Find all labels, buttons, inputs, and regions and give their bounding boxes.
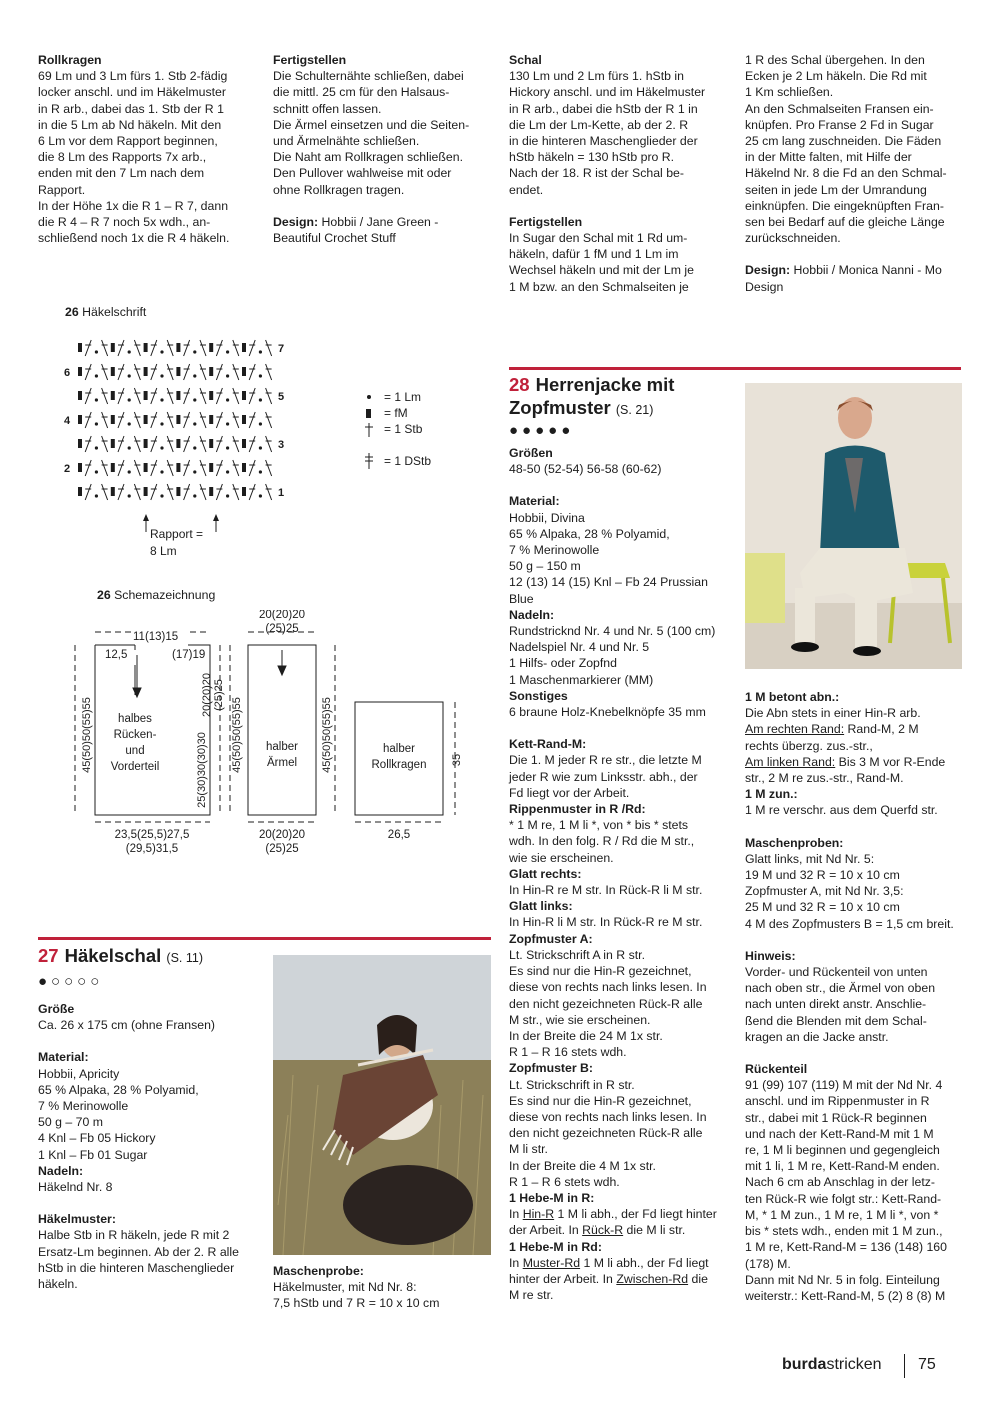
chart-stb-symbol: [249, 436, 255, 452]
chart-stb-symbol: [184, 340, 190, 356]
dim-body-right-top: 20(20)20(25)25: [201, 672, 225, 718]
chart-stb-symbol: [167, 484, 173, 500]
chart-stb-symbol: [167, 412, 173, 428]
chart-fm-symbol: [78, 463, 82, 472]
chart-stb-symbol: [102, 388, 108, 404]
chart-fm-symbol: [78, 487, 82, 496]
chart-lm-symbol: [193, 422, 196, 425]
chart-symbols: [78, 340, 272, 500]
chart-fm-symbol: [78, 415, 82, 424]
text-fertigstellen-2: In Sugar den Schal mit 1 Rd um- häkeln, dafür 1 fM und 1 Lm im Wechsel häkeln und mit der Lm je 1 M bzw. an den Schmalseiten je: [509, 231, 694, 294]
chart-lm-symbol: [193, 398, 196, 401]
chart-stb-symbol: [134, 388, 140, 404]
chart-fm-symbol: [144, 391, 148, 400]
chart-fm-symbol: [144, 439, 148, 448]
photo-scarf-illustration: [273, 955, 491, 1255]
chart-lm-symbol: [95, 398, 98, 401]
chart-fm-symbol: [242, 415, 246, 424]
chart-lm-symbol: [128, 470, 131, 473]
col1-top: [38, 52, 258, 246]
chart-lm-symbol: [259, 494, 262, 497]
legend-stb: = 1 Stb: [384, 422, 423, 436]
rapport-value: 8 Lm: [150, 544, 177, 558]
chart-stb-symbol: [216, 340, 222, 356]
dim-top-right: (17)19: [172, 649, 206, 661]
chart-stb-symbol: [151, 436, 157, 452]
chart-lm-symbol: [160, 494, 163, 497]
chart-lm-symbol: [226, 422, 229, 425]
chart-stb-symbol: [102, 340, 108, 356]
chart-stb-symbol: [102, 436, 108, 452]
section-28-col1: Größen 48-50 (52-54) 56-58 (60-62) Material: Hobbii, Divina 65 % Alpaka, 28 % Polyamid, 7 % Merinowolle 50 g – 150 m 12 (13) 14 (15) Knl – Fb 24 Prussian Blue Nadeln: Rundstricknd Nr. 4 und Nr. 5 (100 cm) Nadelspiel Nr. 4 und Nr. 5 1 Hilfs- oder Zopfnd 1 Maschenmarkierer (MM) Sonstiges 6 braune Holz-Knebelknöpfe 35 mm Kett-Rand-M: Die 1. M jeder R re str., die letzte M jeder R wie zum Linksstr. abh., der Fd liegt vor der Arbeit. Rippenmuster in R /Rd: * 1 M re, 1 M li *, von * bis * stets wdh. In den folg. R / Rd die M str., wie sie erscheinen. Glatt rechts: In Hin-R re M str. In Rück-R li M str. Glatt links: In Hin-R li M str. In Rück-R re M str. Zopfmuster A: Lt. Strickschrift A in R str. Es sind nur die Hin-R gezeichnet, diese von rechts nach links lesen. In den nicht gezeichneten Rück-R alle M str., wie sie erscheinen. In der Breite die 24 M 1x str. R 1 – R 16 stets wdh. Zopfmuster B: Lt. Strickschrift in R str. Es sind nur die Hin-R gezeichnet, diese von rechts nach links lesen. In den nicht gezeichneten Rück-R alle M li str. In der Breite die 4 M 1x str. R 1 – R 6 stets wdh. 1 Hebe-M in R: In Hin-R 1 M li abh., der Fd liegt hinter der Arbeit. In Rück-R die M li str. 1 Hebe-M in Rd: In Muster-Rd 1 M li abh., der Fd liegt hinter der Arbeit. In Zwischen-Rd die M re str.: [509, 446, 717, 1303]
heading-fertigstellen: Fertigstellen: [273, 53, 347, 67]
chart-stb-symbol: [102, 484, 108, 500]
chart-fm-symbol: [242, 367, 246, 376]
chart-lm-symbol: [128, 494, 131, 497]
chart-stb-symbol: [216, 364, 222, 380]
page-number: 75: [918, 1356, 936, 1373]
chart-fm-symbol: [111, 439, 115, 448]
chart-lm-symbol: [193, 350, 196, 353]
dim-sleeve-top: 20(20)20 (25)25: [258, 610, 306, 635]
chart-lm-symbol: [226, 398, 229, 401]
dim-body-left: 45(50)50(55)55: [81, 697, 93, 773]
chart-lm-symbol: [128, 398, 131, 401]
chart-fm-symbol: [111, 487, 115, 496]
chart-stb-symbol: [85, 484, 91, 500]
chart-stb-symbol: [200, 460, 206, 476]
footer-brand: burdastricken: [782, 1356, 882, 1373]
chart-fm-symbol: [111, 463, 115, 472]
chart-stb-symbol: [118, 364, 124, 380]
section-27-maschenprobe: Maschenprobe: Häkelmuster, mit Nd Nr. 8: 7,5 hStb und 7 R = 10 x 10 cm: [273, 1264, 440, 1311]
heading-rollkragen: Rollkragen: [38, 53, 102, 67]
chart-stb-symbol: [167, 436, 173, 452]
chart-row-label: 6: [64, 367, 71, 379]
chart-lm-symbol: [226, 350, 229, 353]
chart-fm-symbol: [176, 367, 180, 376]
chart-fm-symbol: [144, 367, 148, 376]
chart-stb-symbol: [266, 364, 272, 380]
section-27-col1: Größe Ca. 26 x 175 cm (ohne Fransen) Material: Hobbii, Apricity 65 % Alpaka, 28 % Polyamid, 7 % Merinowolle 50 g – 70 m 4 Knl – Fb 05 Hickory 1 Knl – Fb 01 Sugar Nadeln: Häkelnd Nr. 8 Häkelmuster: Halbe Stb in R häkeln, jede R mit 2 Ersatz-Lm beginnen. Ab der 2. R alle hStb in die hinteren Maschenglieder häkeln.: [38, 1002, 239, 1292]
chart-stb-symbol: [167, 460, 173, 476]
chart-stb-symbol: [151, 388, 157, 404]
chart-stb-symbol: [151, 412, 157, 428]
schema-drawing: [60, 610, 480, 865]
chart-stb-symbol: [151, 460, 157, 476]
chart-fm-symbol: [176, 343, 180, 352]
chart-stb-symbol: [85, 364, 91, 380]
chart-lm-symbol: [128, 350, 131, 353]
chart-title: 26 Häkelschrift: [65, 305, 147, 319]
chart-lm-symbol: [226, 446, 229, 449]
col4-top: [745, 52, 970, 295]
chart-stb-symbol: [216, 436, 222, 452]
piece-body-label: halbes Rücken-und Vorderteil: [110, 713, 160, 773]
text-schal-cont: 1 R des Schal übergehen. In den Ecken je 2 Lm häkeln. Die Rd mit 1 Km schließen. An den Schmalseiten Fransen ein- knüpfen. Pro Franse 2 Fd in Sugar 25 cm lang zuschneiden. Die Fäden in der Mitte falten, mit Hilfe der Häkelnd Nr. 8 die Fd an den Schmal- seiten in jede Lm der Umrandung einknüpfen. Die eingeknüpften Fran- sen bei Bedarf auf die gleiche Länge zurückschneiden.: [745, 53, 947, 246]
rapport-label: Rapport =: [150, 527, 204, 541]
chart-stb-symbol: [102, 460, 108, 476]
chart-fm-symbol: [144, 415, 148, 424]
photo-scarf-model: [273, 955, 491, 1255]
chart-stb-symbol: [184, 436, 190, 452]
chart-stb-symbol: [151, 364, 157, 380]
chart-stb-symbol: [233, 412, 239, 428]
chart-lm-symbol: [95, 446, 98, 449]
footer-divider: [904, 1354, 905, 1378]
chart-stb-symbol: [167, 340, 173, 356]
chart-fm-symbol: [176, 487, 180, 496]
chart-stb-symbol: [167, 388, 173, 404]
chart-lm-symbol: [259, 470, 262, 473]
chart-stb-symbol: [184, 460, 190, 476]
chart-fm-symbol: [144, 343, 148, 352]
design-credit: Design: Hobbii / Jane Green - Beautiful Crochet Stuff: [273, 214, 439, 246]
chart-fm-symbol: [176, 463, 180, 472]
chart-stb-symbol: [85, 436, 91, 452]
difficulty-rating-27: ●○○○○: [38, 973, 104, 990]
dim-sleeve-bottom: 20(20)20 (25)25: [258, 829, 306, 855]
chart-lm-symbol: [259, 422, 262, 425]
chart-lm-symbol: [259, 398, 262, 401]
chart-fm-symbol: [242, 487, 246, 496]
chart-stb-symbol: [134, 484, 140, 500]
chart-stb-symbol: [233, 460, 239, 476]
piece-collar-label: halber Rollkragen: [371, 743, 427, 771]
section-27-rule: [38, 937, 491, 940]
chart-lm-symbol: [193, 446, 196, 449]
chart-stb-symbol: [266, 484, 272, 500]
section-28-rule: [509, 367, 961, 370]
dim-sleeve-left: 45(50)50(55)55: [231, 697, 243, 773]
chart-stb-symbol: [85, 388, 91, 404]
legend-dstb: = 1 DStb: [384, 454, 432, 468]
difficulty-rating-28: ●●●●●: [509, 422, 575, 439]
dim-body-bottom: 23,5(25,5)27,5 (29,5)31,5: [114, 829, 190, 855]
chart-lm-symbol: [193, 374, 196, 377]
chart-lm-symbol: [128, 422, 131, 425]
chart-stb-symbol: [85, 340, 91, 356]
chart-stb-symbol: [118, 412, 124, 428]
piece-sleeve-label: halber Ärmel: [266, 741, 298, 769]
chart-stb-symbol: [249, 388, 255, 404]
chart-stb-symbol: [266, 436, 272, 452]
chart-row-label: 3: [278, 439, 285, 451]
chart-lm-symbol: [95, 350, 98, 353]
chart-stb-symbol: [200, 436, 206, 452]
chart-lm-symbol: [95, 470, 98, 473]
chart-lm-symbol: [259, 350, 262, 353]
chart-stb-symbol: [266, 412, 272, 428]
chart-stb-symbol: [233, 364, 239, 380]
design-credit-2: Design: Hobbii / Monica Nanni - Mo Design: [745, 263, 942, 294]
chart-fm-symbol: [209, 415, 213, 424]
chart-fm-symbol: [176, 439, 180, 448]
legend-stb-icon: [365, 423, 373, 437]
chart-fm-symbol: [144, 487, 148, 496]
chart-stb-symbol: [200, 364, 206, 380]
chart-lm-symbol: [193, 470, 196, 473]
crochet-chart: [58, 320, 298, 560]
chart-row-labels: [64, 343, 284, 499]
chart-stb-symbol: [233, 340, 239, 356]
chart-lm-symbol: [160, 350, 163, 353]
chart-stb-symbol: [85, 412, 91, 428]
chart-fm-symbol: [209, 391, 213, 400]
text-fertigstellen: Die Schulternähte schließen, dabei die mittl. 25 cm für den Halsaus- schnitt offen lassen. Die Ärmel einsetzen und die Seiten- und Ärmelnähte schließen. Die Naht am Rollkragen schließen. Den Pullover wahlweise mit oder ohne Rollkragen tragen.: [273, 69, 470, 197]
chart-stb-symbol: [151, 484, 157, 500]
chart-stb-symbol: [216, 388, 222, 404]
chart-fm-symbol: [209, 463, 213, 472]
chart-lm-symbol: [95, 422, 98, 425]
chart-stb-symbol: [233, 484, 239, 500]
chart-row-label: 4: [64, 415, 71, 427]
chart-lm-symbol: [160, 374, 163, 377]
legend-bar-icon: [366, 409, 371, 418]
heading-fertigstellen-2: Fertigstellen: [509, 214, 583, 229]
legend-dot-icon: [367, 395, 371, 399]
section-28-col2: 1 M betont abn.: Die Abn stets in einer Hin-R arb. Am rechten Rand: Rand-M, 2 M rechts überzg. zus.-str., Am linken Rand: Bis 3 M vor R-Ende str., 2 M re zus.-str., Rand-M. 1 M zun.: 1 M re verschr. aus dem Querfd str. Maschenproben: Glatt links, mit Nd Nr. 5: 19 M und 32 R = 10 x 10 cm Zopfmuster A, mit Nd Nr. 3,5: 25 M und 32 R = 10 x 10 cm 4 M des Zopfmusters B = 1,5 cm breit. Hinweis: Vorder- und Rückenteil von unten nach oben str., die Ärmel von oben nach unten direkt anstr. Anschlie- ßend die Blenden mit dem Schal- kragen an die Jacke anstr. Rückenteil 91 (99) 107 (119) M mit der Nd Nr. 4 anschl. und im Rippenmuster in R str., dabei mit 1 Rück-R beginnen und nach der Kett-Rand-M mit 1 M re, 1 M li beginnen und gegengleich mit 1 li, 1 M re, Kett-Rand-M enden. Nach 6 cm ab Anschlag in der letz- ten Rück-R wie folgt str.: Kett-Rand- M, * 1 M zun., 1 M re, 1 M li *, von * bis * stets wdh., enden mit 1 M zun., 1 M re, Kett-Rand-M = 136 (148) 160 (178) M. Dann mit Nd Nr. 5 in folg. Einteilung weiterstr.: Kett-Rand-M, 5 (2) 8 (8) M: [745, 690, 954, 1303]
chart-stb-symbol: [184, 388, 190, 404]
chart-fm-symbol: [111, 367, 115, 376]
chart-stb-symbol: [167, 364, 173, 380]
chart-row-label: 1: [278, 487, 285, 499]
chart-fm-symbol: [176, 391, 180, 400]
chart-fm-symbol: [209, 343, 213, 352]
col3-top: [509, 52, 729, 295]
chart-lm-symbol: [160, 398, 163, 401]
chart-lm-symbol: [193, 494, 196, 497]
chart-stb-symbol: [216, 460, 222, 476]
chart-stb-symbol: [134, 340, 140, 356]
chart-fm-symbol: [209, 487, 213, 496]
dim-top-left: 12,5: [105, 649, 128, 661]
col2-top: [273, 52, 493, 246]
chart-stb-symbol: [233, 436, 239, 452]
chart-fm-symbol: [111, 415, 115, 424]
chart-fm-symbol: [242, 463, 246, 472]
chart-fm-symbol: [111, 391, 115, 400]
chart-fm-symbol: [209, 439, 213, 448]
dim-sleeve-right: 45(50)50(55)55: [321, 697, 333, 773]
chart-stb-symbol: [200, 388, 206, 404]
chart-stb-symbol: [266, 388, 272, 404]
dim-collar-right: 35: [451, 753, 463, 767]
chart-lm-symbol: [259, 446, 262, 449]
chart-fm-symbol: [242, 343, 246, 352]
legend-lm: = 1 Lm: [384, 390, 422, 404]
chart-fm-symbol: [111, 343, 115, 352]
text-rollkragen: 69 Lm und 3 Lm fürs 1. Stb 2-fädig locker anschl. und im Häkelmuster in R arb., dabei das 1. Stb der R 1 in die 5 Lm ab Nd häkeln. Mit den 6 Lm vor dem Rapport beginnen, die 8 Lm des Rapports 7x arb., enden mit den 7 Lm nach dem Rapport. In der Höhe 1x die R 1 – R 7, dann die R 4 – R 7 noch 5x wdh., an- schließend noch 1x die R 4 häkeln.: [38, 69, 230, 246]
chart-row-label: 5: [278, 391, 285, 403]
chart-stb-symbol: [249, 340, 255, 356]
chart-stb-symbol: [118, 340, 124, 356]
chart-fm-symbol: [78, 367, 82, 376]
arrow-down-icon: [133, 688, 141, 697]
chart-stb-symbol: [134, 364, 140, 380]
chart-stb-symbol: [134, 436, 140, 452]
chart-lm-symbol: [226, 470, 229, 473]
schema-title: 26 Schemazeichnung: [97, 588, 216, 602]
chart-lm-symbol: [95, 494, 98, 497]
chart-fm-symbol: [242, 439, 246, 448]
chart-stb-symbol: [249, 412, 255, 428]
chart-stb-symbol: [151, 340, 157, 356]
chart-lm-symbol: [95, 374, 98, 377]
rapport-marker: [143, 514, 219, 558]
chart-lm-symbol: [128, 374, 131, 377]
chart-lm-symbol: [160, 422, 163, 425]
chart-stb-symbol: [118, 388, 124, 404]
chart-stb-symbol: [102, 412, 108, 428]
chart-stb-symbol: [266, 460, 272, 476]
chart-fm-symbol: [78, 439, 82, 448]
chart-stb-symbol: [184, 412, 190, 428]
dim-top-mid: 11(13)15: [133, 631, 179, 643]
heading-schal: Schal: [509, 53, 542, 67]
section-27-title: 27 Häkelschal (S. 11): [38, 945, 203, 966]
section-28-title: 28 Herrenjacke mit Zopfmuster (S. 21): [509, 374, 675, 418]
chart-lm-symbol: [226, 494, 229, 497]
photo-jacket-model: [745, 383, 962, 669]
chart-stb-symbol: [216, 484, 222, 500]
legend-fm: = fM: [384, 406, 408, 420]
chart-stb-symbol: [134, 412, 140, 428]
chart-legend: [360, 385, 480, 475]
text-schal: 130 Lm und 2 Lm fürs 1. hStb in Hickory anschl. und im Häkelmuster in R arb., dabei die hStb der R 1 in die Lm der Lm-Kette, ab der 2. R in die hinteren Maschenglieder der hStb häkeln = 130 hStb pro R. Nach der 18. R ist der Schal be- endet.: [509, 69, 706, 197]
chart-stb-symbol: [102, 364, 108, 380]
dim-body-right-bottom: 25(30)30(30)30: [196, 732, 208, 808]
chart-lm-symbol: [160, 470, 163, 473]
chart-fm-symbol: [242, 391, 246, 400]
chart-lm-symbol: [259, 374, 262, 377]
chart-stb-symbol: [233, 388, 239, 404]
chart-stb-symbol: [249, 364, 255, 380]
chart-stb-symbol: [184, 484, 190, 500]
photo-jacket-illustration: [745, 383, 962, 669]
chart-stb-symbol: [118, 484, 124, 500]
chart-lm-symbol: [128, 446, 131, 449]
chart-stb-symbol: [134, 460, 140, 476]
chart-fm-symbol: [78, 343, 82, 352]
chart-fm-symbol: [209, 367, 213, 376]
chart-fm-symbol: [176, 415, 180, 424]
chart-stb-symbol: [249, 484, 255, 500]
chart-stb-symbol: [184, 364, 190, 380]
chart-lm-symbol: [160, 446, 163, 449]
dim-collar-bottom: 26,5: [387, 829, 411, 841]
chart-stb-symbol: [200, 340, 206, 356]
chart-lm-symbol: [226, 374, 229, 377]
chart-fm-symbol: [78, 391, 82, 400]
legend-dstb-icon: [365, 453, 373, 469]
chart-stb-symbol: [118, 436, 124, 452]
chart-row-label: 7: [278, 343, 285, 355]
chart-stb-symbol: [249, 460, 255, 476]
chart-stb-symbol: [266, 340, 272, 356]
chart-stb-symbol: [118, 460, 124, 476]
chart-stb-symbol: [200, 484, 206, 500]
chart-fm-symbol: [144, 463, 148, 472]
arrow-down-icon: [278, 666, 286, 675]
chart-row-label: 2: [64, 463, 71, 475]
chart-stb-symbol: [200, 412, 206, 428]
chart-stb-symbol: [216, 412, 222, 428]
chart-stb-symbol: [85, 460, 91, 476]
